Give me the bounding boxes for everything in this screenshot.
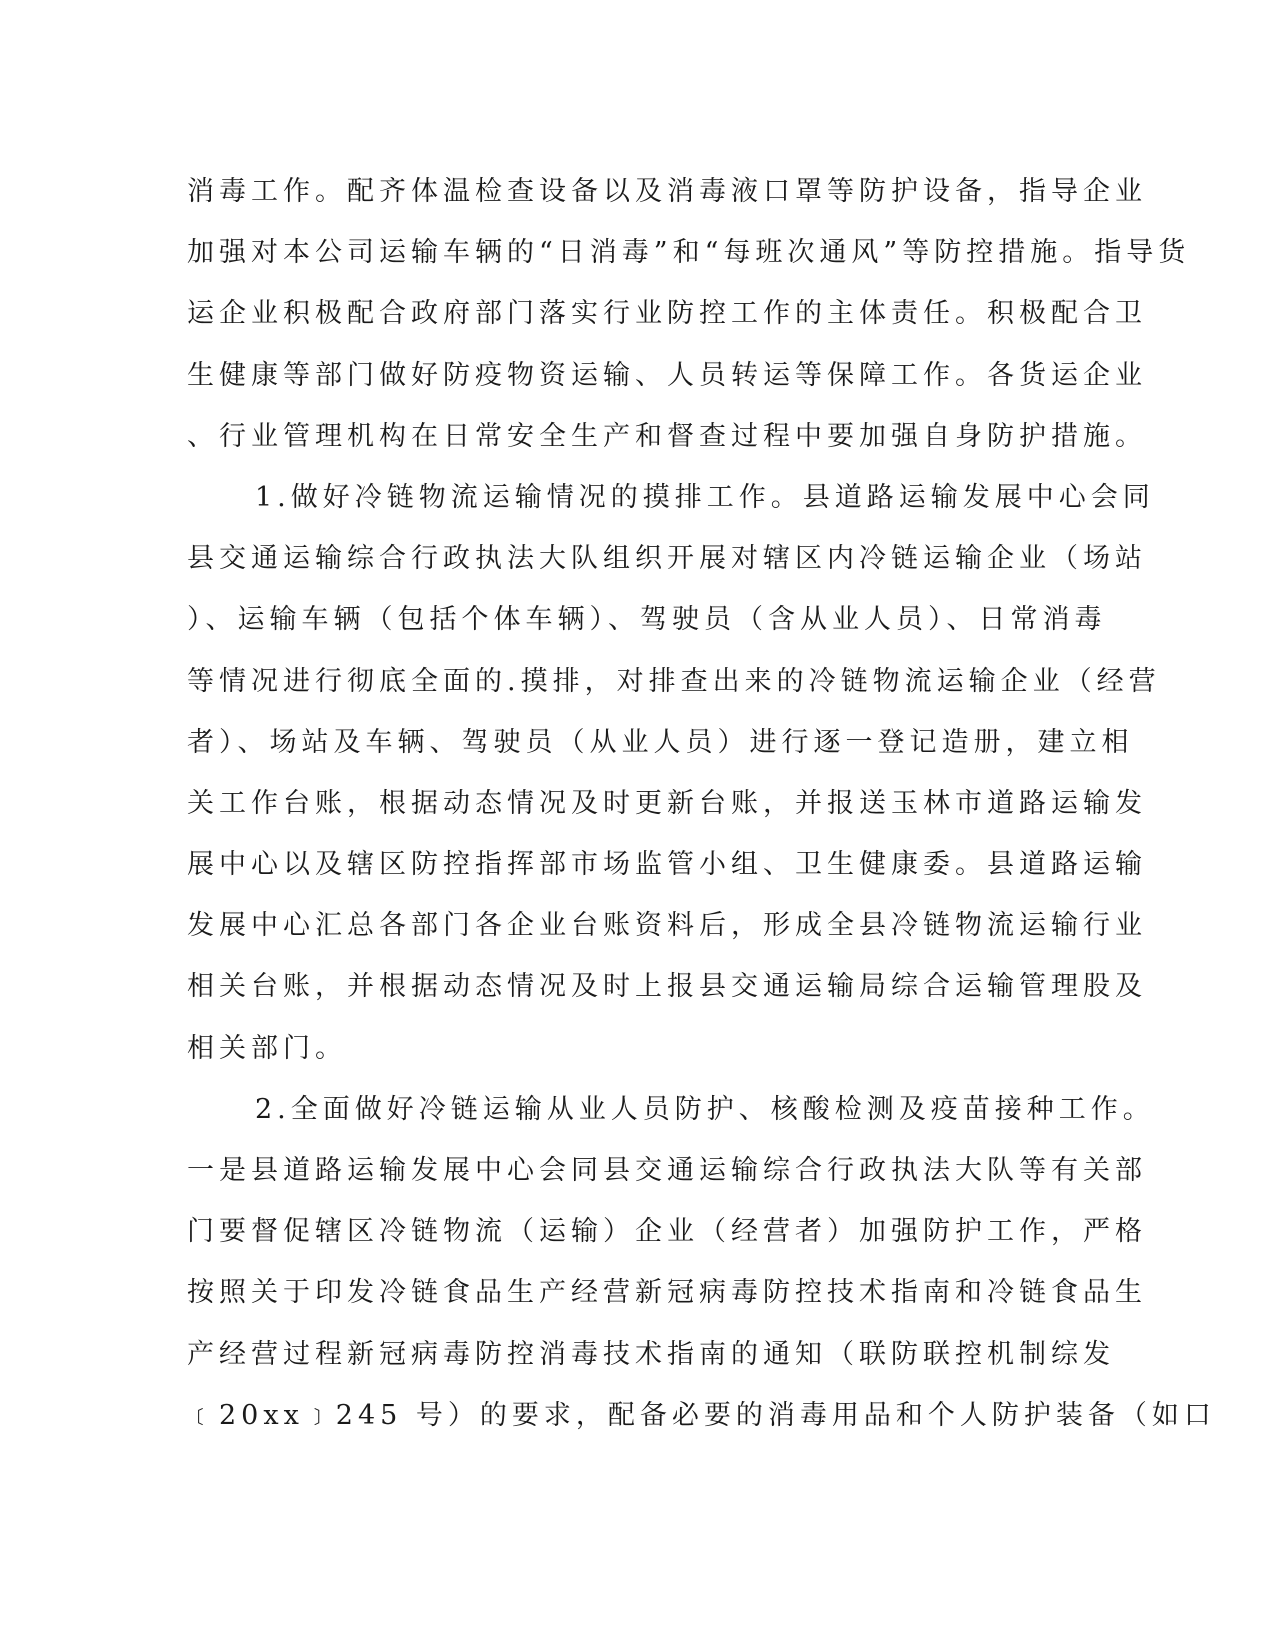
text-line: 展中心以及辖区防控指挥部市场监管小组、卫生健康委。县道路运输 [187, 849, 1147, 881]
text-line: ）、运输车辆（包括个体车辆）、驾驶员（含从业人员）、日常消毒 [187, 604, 1107, 636]
text-line: 关工作台账，根据动态情况及时更新台账，并报送玉林市道路运输发 [187, 787, 1147, 819]
text-line: 发展中心汇总各部门各企业台账资料后，形成全县冷链物流运输行业 [187, 910, 1147, 942]
text-line-section-2-heading: 2.全面做好冷链运输从业人员防护、核酸检测及疫苗接种工作。 [255, 1093, 1155, 1125]
text-line: 相关部门。 [187, 1032, 347, 1064]
text-line: 者）、场站及车辆、驾驶员（从业人员）进行逐一登记造册，建立相 [187, 726, 1134, 758]
text-line: 运企业积极配合政府部门落实行业防控工作的主体责任。积极配合卫 [187, 298, 1147, 330]
text-line: 产经营过程新冠病毒防控消毒技术指南的通知（联防联控机制综发 [187, 1338, 1115, 1370]
document-body [187, 161, 1216, 1446]
text-line: 门要督促辖区冷链物流（运输）企业（经营者）加强防护工作，严格 [187, 1216, 1147, 1248]
text-line: 、行业管理机构在日常安全生产和督查过程中要加强自身防护措施。 [187, 420, 1147, 452]
text-line: 生健康等部门做好防疫物资运输、人员转运等保障工作。各货运企业 [187, 359, 1147, 391]
text-line: ﹝20xx﹞245 号）的要求，配备必要的消毒用品和个人防护装备（如口 [187, 1399, 1216, 1431]
text-line: 按照关于印发冷链食品生产经营新冠病毒防控技术指南和冷链食品生 [187, 1277, 1147, 1309]
text-line: 县交通运输综合行政执法大队组织开展对辖区内冷链运输企业（场站 [187, 543, 1147, 575]
text-line-section-1-heading: 1.做好冷链物流运输情况的摸排工作。县道路运输发展中心会同 [255, 481, 1155, 513]
text-line: 一是县道路运输发展中心会同县交通运输综合行政执法大队等有关部 [187, 1155, 1147, 1186]
text-line: 加强对本公司运输车辆的“日消毒”和“每班次通风”等防控措施。指导货 [187, 237, 1191, 269]
text-line: 相关台账，并根据动态情况及时上报县交通运输局综合运输管理股及 [187, 971, 1147, 1003]
text-line: 等情况进行彻底全面的.摸排，对排查出来的冷链物流运输企业（经营 [187, 665, 1161, 697]
text-line: 消毒工作。配齐体温检查设备以及消毒液口罩等防护设备，指导企业 [187, 176, 1147, 207]
